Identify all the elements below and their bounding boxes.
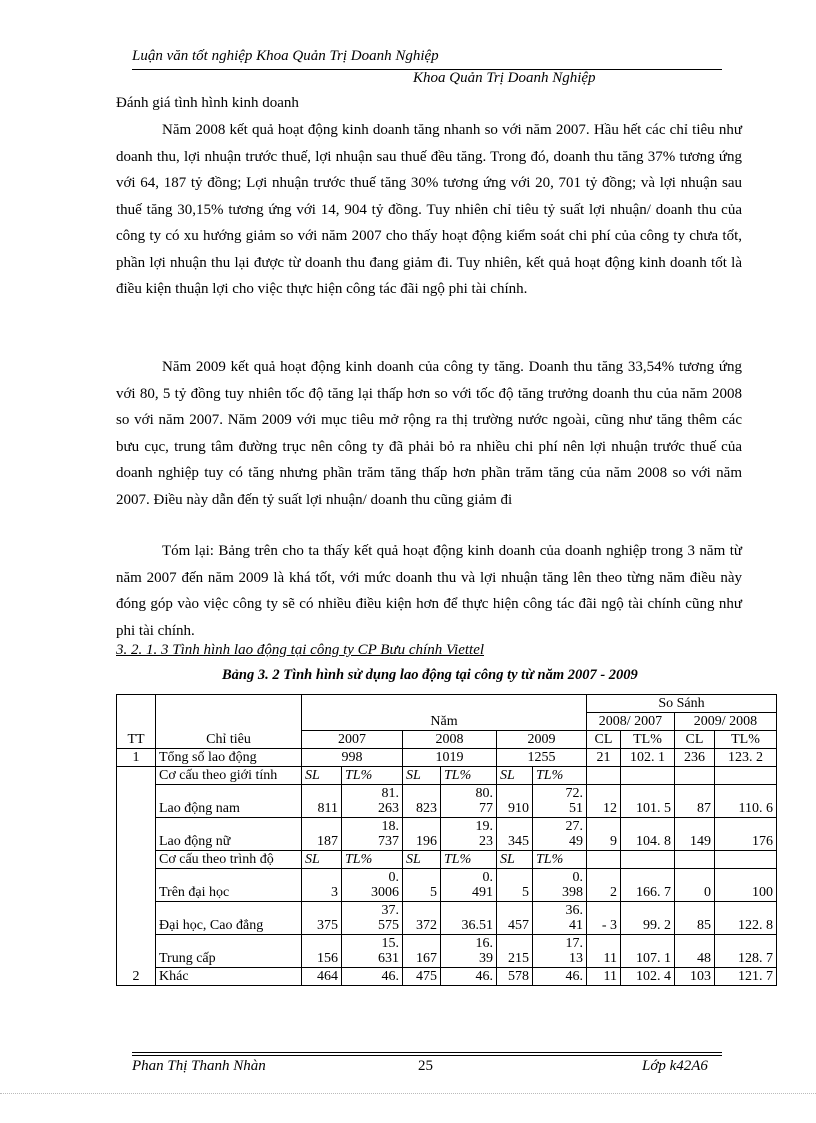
- cell-cl2: 85: [675, 902, 715, 935]
- header-cl-2: CL: [675, 731, 715, 749]
- labor-table: [116, 694, 777, 986]
- cell-tl1: 99. 2: [621, 902, 675, 935]
- cell-tl-part: 0.: [572, 870, 583, 885]
- gender-header-label: Cơ cấu theo giới tính: [156, 767, 302, 785]
- cell-tl-2009: [533, 785, 587, 818]
- cell-tl-part: 631: [378, 951, 399, 966]
- cell-cl2: 103: [675, 968, 715, 986]
- header-tl-1: TL%: [621, 731, 675, 749]
- cell-tl-2007: 46.: [342, 968, 403, 986]
- cell-cl2: 87: [675, 785, 715, 818]
- group-tt-2: 2: [117, 767, 156, 986]
- total-2007: 998: [302, 749, 403, 767]
- total-tl1: 102. 1: [621, 749, 675, 767]
- tl-2009-label: TL%: [533, 767, 587, 785]
- edu-header-label: Cơ cấu theo trình độ: [156, 851, 302, 869]
- cell-sl-2007: 464: [302, 968, 342, 986]
- sl-2009-label: SL: [497, 767, 533, 785]
- paragraph-3: [116, 538, 742, 644]
- cell-tl2: 122. 8: [715, 902, 777, 935]
- header-so-sanh: So Sánh: [587, 695, 777, 713]
- cell-tl-part: 39: [479, 951, 493, 966]
- total-cl2: 236: [675, 749, 715, 767]
- table-row: [117, 818, 777, 851]
- cell-tl-part: 51: [569, 801, 583, 816]
- cell-tl-2008: [441, 869, 497, 902]
- cell-tl1: 107. 1: [621, 935, 675, 968]
- tl-2008-label: TL%: [441, 767, 497, 785]
- cell-tl-part: 49: [569, 834, 583, 849]
- cell-tl-part: 72.: [565, 786, 583, 801]
- page-bottom-dotted-line: [0, 1093, 816, 1094]
- tl-2007-label: TL%: [342, 851, 403, 869]
- row-label: Đại học, Cao đẳng: [156, 902, 302, 935]
- paragraph-1-text: Năm 2008 kết quả hoạt động kinh doanh tăng nhanh so với năm 2007. Hầu hết các chỉ tiêu như doanh thu, lợi nhuận trước thuế, lợi nhuận sau thuế đều tăng. Trong đó, doanh thu tăng 37% tương ứng với 64, 187 tỷ đồng; Lợi nhuận trước thuế tăng 30% tương ứng với 20, 701 tỷ đồng; và lợi nhuận sau thuế tăng 30,15% tương ứng với 14, 904 tỷ đồng. Tuy nhiên chỉ tiêu tỷ suất lợi nhuận/ doanh thu của công ty có xu hướng giảm so với năm 2007 cho thấy hoạt động kiểm soát chi phí của công ty chưa tốt, phần lợi nhuận thu lại được từ doanh thu đang giảm đi. Tuy nhiên, kết quả hoạt động kinh doanh tốt là điều kiện thuận lợi cho việc thực hiện công tác đãi ngộ phi tài chính.: [116, 122, 742, 297]
- table-header-row-1: [117, 695, 777, 713]
- cell-cl2: 48: [675, 935, 715, 968]
- section-label: Đánh giá tình hình kinh doanh: [116, 95, 299, 111]
- cell-tl-part: 41: [569, 918, 583, 933]
- cell-tl-part: 36.: [565, 903, 583, 918]
- sl-2007-label: SL: [302, 767, 342, 785]
- cell-tl1: 101. 5: [621, 785, 675, 818]
- cell-tl-part: 3006: [371, 885, 399, 900]
- footer-rule: [132, 1052, 722, 1053]
- row-label: Lao động nam: [156, 785, 302, 818]
- cell-tl-2008: [441, 785, 497, 818]
- cell-cl1: 2: [587, 869, 621, 902]
- table-row: [117, 968, 777, 986]
- cell-tl1: 104. 8: [621, 818, 675, 851]
- cell-tl-part: 19.: [475, 819, 493, 834]
- cell-cl1: 11: [587, 935, 621, 968]
- header-tt: TT: [117, 695, 156, 749]
- cell-tl-2008: [441, 818, 497, 851]
- cell-tl-part: 81.: [381, 786, 399, 801]
- cell-sl-2009: 215: [497, 935, 533, 968]
- cell-tl-part: 0.: [482, 870, 493, 885]
- cell-tl-part: 23: [479, 834, 493, 849]
- cell-tl-2009: [533, 818, 587, 851]
- cell-tl-part: 18.: [381, 819, 399, 834]
- table-row: [117, 869, 777, 902]
- cell-sl-2007: 811: [302, 785, 342, 818]
- header-right-title: Khoa Quản Trị Doanh Nghiệp: [413, 70, 596, 86]
- cell-sl-2008: 823: [403, 785, 441, 818]
- header-period-2: 2009/ 2008: [675, 713, 777, 731]
- cell-tl-part: 17.: [565, 936, 583, 951]
- paragraph-1: [116, 117, 742, 303]
- header-year-2009: 2009: [497, 731, 587, 749]
- total-tt: 1: [117, 749, 156, 767]
- cell-tl-part: 15.: [381, 936, 399, 951]
- cell-tl-part: 575: [378, 918, 399, 933]
- cell-cl1: 9: [587, 818, 621, 851]
- cell-tl2: 100: [715, 869, 777, 902]
- header-nam: Năm: [302, 695, 587, 731]
- header-year-2007: 2007: [302, 731, 403, 749]
- cell-tl-2009: [533, 935, 587, 968]
- row-label: Trên đại học: [156, 869, 302, 902]
- cell-sl-2009: 5: [497, 869, 533, 902]
- tl-2008-label: TL%: [441, 851, 497, 869]
- cell-tl-2008: [441, 935, 497, 968]
- footer-rule: [132, 1055, 722, 1056]
- header-year-2008: 2008: [403, 731, 497, 749]
- cell-tl1: 102. 4: [621, 968, 675, 986]
- cell-sl-2009: 457: [497, 902, 533, 935]
- sl-2009-label: SL: [497, 851, 533, 869]
- cell-sl-2008: 167: [403, 935, 441, 968]
- cell-cl2: 0: [675, 869, 715, 902]
- tl-2009-label: TL%: [533, 851, 587, 869]
- cell-sl-2007: 3: [302, 869, 342, 902]
- cell-cl1: 12: [587, 785, 621, 818]
- cell-tl2: 121. 7: [715, 968, 777, 986]
- cell-tl-2009: [533, 902, 587, 935]
- cell-tl-2007: [342, 869, 403, 902]
- table-title: Bảng 3. 2 Tình hình sử dụng lao động tại công ty từ năm 2007 - 2009: [222, 667, 638, 683]
- header-period-1: 2008/ 2007: [587, 713, 675, 731]
- header-chi-tieu: Chỉ tiêu: [156, 695, 302, 749]
- row-label: Lao động nữ: [156, 818, 302, 851]
- sl-2008-label: SL: [403, 851, 441, 869]
- total-2008: 1019: [403, 749, 497, 767]
- cell-tl-part: 37.: [381, 903, 399, 918]
- cell-cl1: - 3: [587, 902, 621, 935]
- cell-sl-2008: 5: [403, 869, 441, 902]
- table-row-total: [117, 749, 777, 767]
- table-row-edu-header: [117, 851, 777, 869]
- table-row: [117, 935, 777, 968]
- cell-tl-part: 16.: [475, 936, 493, 951]
- cell-tl-2008: [441, 902, 497, 935]
- cell-tl1: 166. 7: [621, 869, 675, 902]
- cell-tl-2009: 46.: [533, 968, 587, 986]
- cell-tl-2007: [342, 902, 403, 935]
- table-row-gender-header: [117, 767, 777, 785]
- cell-sl-2007: 187: [302, 818, 342, 851]
- cell-tl-part: 263: [378, 801, 399, 816]
- sl-2008-label: SL: [403, 767, 441, 785]
- footer-author: Phan Thị Thanh Nhàn: [132, 1058, 266, 1074]
- footer-page-number: 25: [418, 1058, 433, 1074]
- cell-cl2: 149: [675, 818, 715, 851]
- cell-tl-2007: [342, 785, 403, 818]
- cell-tl-part: 737: [378, 834, 399, 849]
- cell-tl-part: 0.: [388, 870, 399, 885]
- cell-sl-2009: 578: [497, 968, 533, 986]
- cell-tl-part: 77: [479, 801, 493, 816]
- tl-2007-label: TL%: [342, 767, 403, 785]
- cell-sl-2008: 196: [403, 818, 441, 851]
- cell-tl-part: 27.: [565, 819, 583, 834]
- cell-tl-2009: [533, 869, 587, 902]
- total-cl1: 21: [587, 749, 621, 767]
- cell-sl-2007: 156: [302, 935, 342, 968]
- cell-sl-2009: 910: [497, 785, 533, 818]
- row-label: Khác: [156, 968, 302, 986]
- cell-tl-part: 398: [562, 885, 583, 900]
- cell-tl-2007: [342, 818, 403, 851]
- cell-sl-2008: 475: [403, 968, 441, 986]
- cell-tl2: 176: [715, 818, 777, 851]
- paragraph-2-text: Năm 2009 kết quả hoạt động kinh doanh của công ty tăng. Doanh thu tăng 33,54% tương ứng với 80, 5 tỷ đồng tuy nhiên tốc độ tăng lại thấp hơn so với tốc độ tăng trưởng doanh thu của năm 2008 so với năm 2007. Năm 2009 với mục tiêu mở rộng ra thị trường nước ngoài, cũng như tăng thêm các bưu cục, trung tâm đường trục nên công ty đã phải bỏ ra nhiều chi phí nên lợi nhuận trước thuế của doanh nghiệp tuy có tăng nhưng phần trăm tăng thấp hơn phần trăm tăng của năm 2008 so với năm 2007. Điều này dẫn đến tỷ suất lợi nhuận/ doanh thu cũng giảm đi: [116, 359, 742, 508]
- cell-sl-2007: 375: [302, 902, 342, 935]
- subsection-heading: 3. 2. 1. 3 Tình hình lao động tại công ty CP Bưu chính Viettel: [116, 642, 485, 658]
- cell-tl-2008: 46.: [441, 968, 497, 986]
- table-row: [117, 902, 777, 935]
- paragraph-3-text: Tóm lại: Bảng trên cho ta thấy kết quả hoạt động kinh doanh của doanh nghiệp trong 3 năm từ năm 2007 đến năm 2009 là khá tốt, với mức doanh thu và lợi nhuận tăng lên theo từng năm điều này đóng góp vào việc công ty sẽ có nhiều điều kiện hơn để thực hiện công tác đãi ngộ tài chính cũng như phi tài chính.: [116, 543, 742, 639]
- cell-tl-2007: [342, 935, 403, 968]
- header-cl-1: CL: [587, 731, 621, 749]
- cell-tl2: 110. 6: [715, 785, 777, 818]
- total-label: Tổng số lao động: [156, 749, 302, 767]
- cell-tl-part: 13: [569, 951, 583, 966]
- row-label: Trung cấp: [156, 935, 302, 968]
- paragraph-2: [116, 354, 742, 513]
- cell-sl-2008: 372: [403, 902, 441, 935]
- cell-tl2: 128. 7: [715, 935, 777, 968]
- header-left-title: Luận văn tốt nghiệp Khoa Quản Trị Doanh Nghiệp: [132, 48, 439, 64]
- total-2009: 1255: [497, 749, 587, 767]
- cell-tl-part: 491: [472, 885, 493, 900]
- cell-tl-part: 36.51: [461, 918, 493, 933]
- total-tl2: 123. 2: [715, 749, 777, 767]
- table-row: [117, 785, 777, 818]
- footer-class: Lớp k42A6: [642, 1058, 708, 1074]
- cell-tl-part: 80.: [475, 786, 493, 801]
- sl-2007-label: SL: [302, 851, 342, 869]
- cell-cl1: 11: [587, 968, 621, 986]
- cell-sl-2009: 345: [497, 818, 533, 851]
- header-tl-2: TL%: [715, 731, 777, 749]
